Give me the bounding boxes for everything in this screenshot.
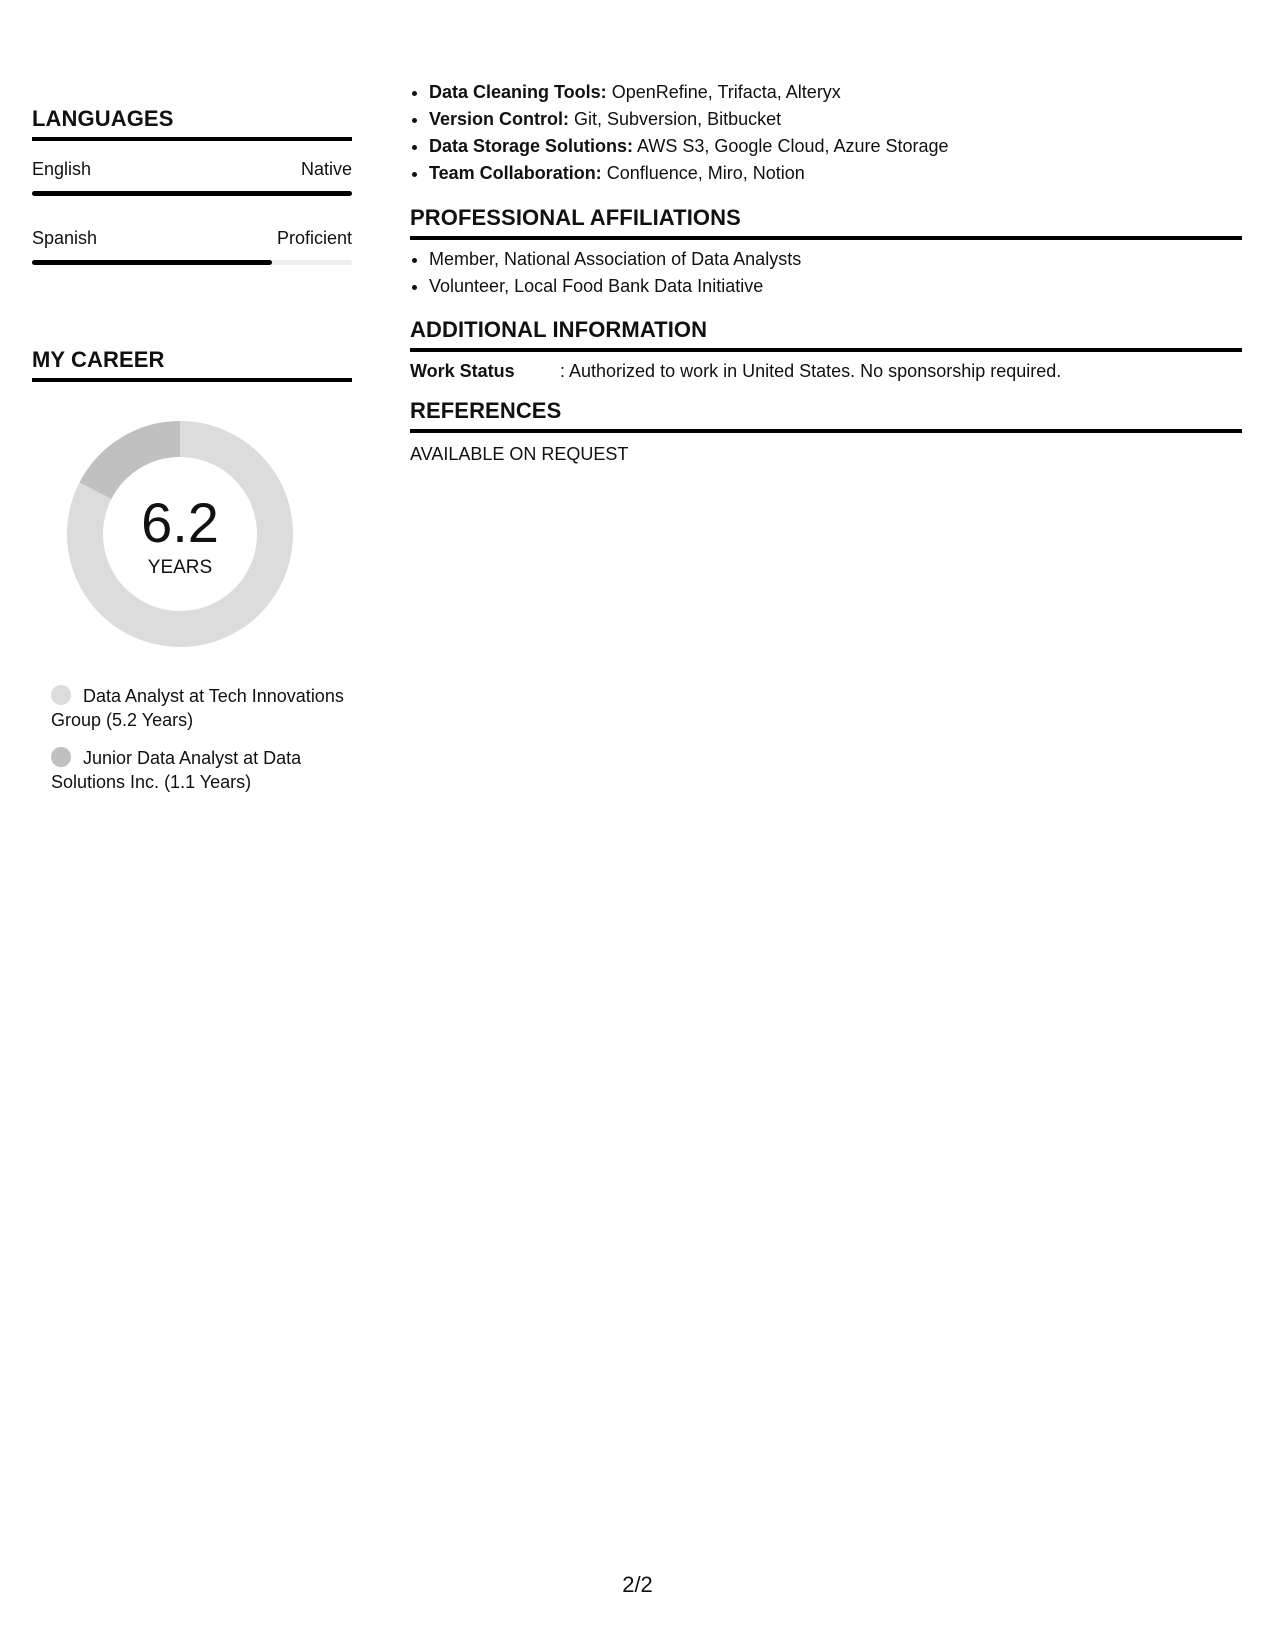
language-proficiency-bar: [32, 191, 352, 196]
work-status-row: [410, 359, 1242, 383]
skill-item: [429, 79, 1229, 106]
career-section: [32, 347, 352, 808]
language-name: English: [32, 159, 92, 179]
career-legend-label: Data Analyst at Tech Innovations Group (5.2 Years): [51, 686, 344, 730]
skill-item: [429, 133, 1229, 160]
skill-item: [429, 160, 1229, 187]
references-section: [410, 398, 1242, 466]
skills-list: [410, 79, 1229, 187]
skill-value: AWS S3, Google Cloud, Azure Storage: [637, 136, 949, 156]
work-status-label: Work Status: [410, 361, 515, 381]
career-legend-item: [51, 684, 352, 732]
skill-value: OpenRefine, Trifacta, Alteryx: [611, 82, 841, 102]
language-proficiency-fill: [32, 191, 352, 196]
affiliations-section: [410, 205, 1242, 300]
language-level: Native: [300, 159, 352, 179]
affiliation-item: • Volunteer, Local Food Bank Data Initiative: [429, 273, 1242, 300]
language-proficiency-bar: [32, 260, 352, 265]
career-donut-chart: [67, 421, 293, 647]
skill-item: [429, 106, 1229, 133]
legend-dot-icon: [51, 685, 71, 705]
references-title: REFERENCES: [410, 398, 1242, 433]
career-title: MY CAREER: [32, 347, 352, 382]
languages-section: [32, 106, 352, 265]
references-text: AVAILABLE ON REQUEST: [410, 444, 629, 464]
language-item-english: [32, 158, 352, 196]
career-donut-center: [67, 421, 293, 647]
skill-label: Version Control:: [429, 109, 570, 129]
additional-info-section: [410, 317, 1242, 383]
career-legend-item: [51, 746, 352, 794]
affiliations-title: PROFESSIONAL AFFILIATIONS: [410, 205, 1242, 240]
affiliations-list: [410, 246, 1242, 300]
language-proficiency-fill: [32, 260, 272, 265]
language-level: Proficient: [276, 228, 352, 248]
language-item-spanish: [32, 227, 352, 265]
affiliation-item: • Member, National Association of Data Analysts: [429, 246, 1242, 273]
skill-label: Team Collaboration:: [429, 163, 602, 183]
career-total-years: 6.2: [141, 491, 219, 554]
page-number: 2/2: [622, 1572, 653, 1597]
work-status-value: : Authorized to work in United States. No sponsorship required.: [560, 361, 1062, 381]
additional-info-title: ADDITIONAL INFORMATION: [410, 317, 1242, 352]
skill-value: Confluence, Miro, Notion: [606, 163, 805, 183]
career-total-unit: YEARS: [147, 557, 213, 578]
skill-label: Data Storage Solutions:: [429, 136, 634, 156]
skill-label: Data Cleaning Tools:: [429, 82, 607, 102]
skill-value: Git, Subversion, Bitbucket: [574, 109, 782, 129]
career-legend: [32, 684, 352, 794]
languages-title: LANGUAGES: [32, 106, 352, 141]
language-name: Spanish: [32, 228, 98, 248]
career-legend-label: Junior Data Analyst at Data Solutions Inc. (1.1 Years): [51, 748, 302, 792]
legend-dot-icon: [51, 747, 71, 767]
